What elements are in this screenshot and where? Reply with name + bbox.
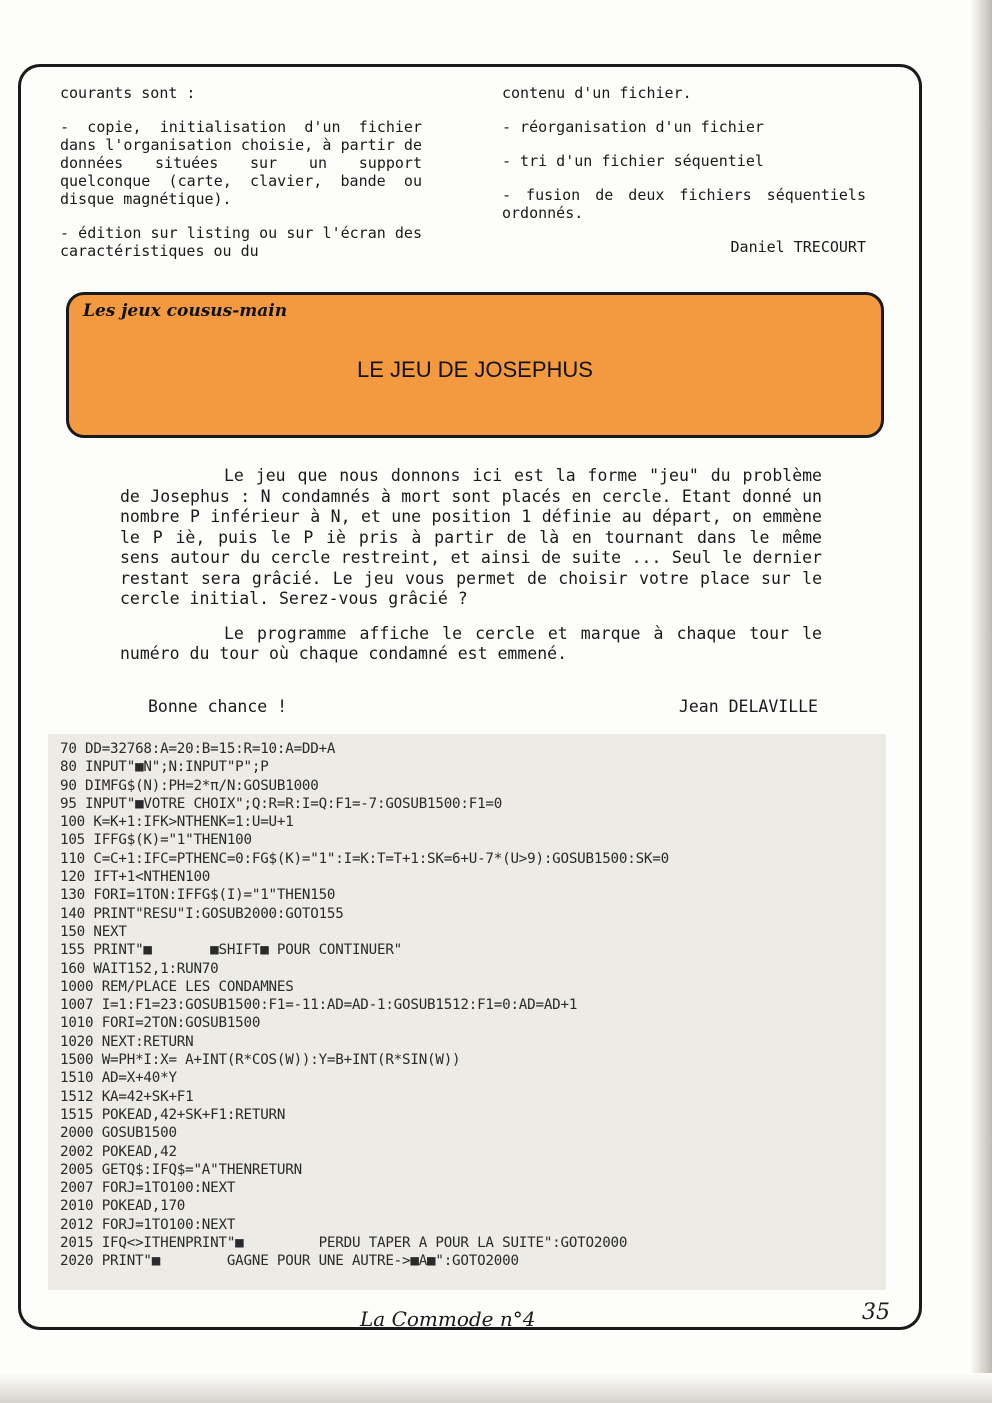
right-column [502, 84, 866, 272]
series-title: Les jeux cousus-main [83, 301, 288, 321]
signature-row [148, 697, 818, 716]
code-line: 105 IFFG$(K)="1"THEN100 [60, 832, 252, 849]
code-line: 160 WAIT152,1:RUN70 [60, 960, 219, 977]
code-line: 70 DD=32768:A=20:B=15:R=10:A=DD+A [60, 741, 336, 757]
right-paragraph-4: - fusion de deux fichiers séquentiels ordonnés. [502, 186, 866, 222]
code-line: 150 NEXT [60, 923, 127, 940]
page-number: 35 [862, 1300, 890, 1325]
left-paragraph-1: courants sont : [60, 84, 196, 102]
code-line: 110 C=C+1:IFC=PTHENC=0:FG$(K)="1":I=K:T=T+1:SK=6+U-7*(U>9):GOSUB1500:SK=0 [60, 850, 669, 867]
code-line: 2012 FORJ=1TO100:NEXT [60, 1216, 236, 1233]
code-line: 95 INPUT"■VOTRE CHOIX";Q:R=R:I=Q:F1=-7:GOSUB1500:F1=0 [60, 795, 503, 812]
code-line: 130 FORI=1TON:IFFG$(I)="1"THEN150 [60, 887, 336, 904]
code-line: 140 PRINT"RESU"I:GOSUB2000:GOTO155 [60, 905, 344, 922]
code-line: 90 DIMFG$(N):PH=2*π/N:GOSUB1000 [60, 777, 319, 794]
right-paragraph-1: contenu d'un fichier. [502, 84, 692, 102]
left-paragraph-3: - édition sur listing ou sur l'écran des caractéristiques ou du [60, 224, 422, 260]
right-paragraph-3: - tri d'un fichier séquentiel [502, 152, 764, 170]
code-line: 1020 NEXT:RETURN [60, 1033, 194, 1050]
code-line: 155 PRINT"■ ■SHIFT■ POUR CONTINUER" [60, 942, 403, 959]
article-banner [66, 292, 884, 438]
code-line: 1010 FORI=2TON:GOSUB1500 [60, 1015, 261, 1032]
code-line: 2002 POKEAD,42 [60, 1143, 177, 1160]
code-line: 2000 GOSUB1500 [60, 1125, 177, 1142]
article-title: LE JEU DE JOSEPHUS [357, 357, 593, 382]
code-line: 2020 PRINT"■ GAGNE POUR UNE AUTRE->■A■":GOTO2000 [60, 1253, 519, 1270]
intro-paragraph-2: Le programme affiche le cercle et marque à chaque tour le numéro du tour où chaque condamné est emmené. [120, 623, 822, 663]
code-line: 80 INPUT"■N";N:INPUT"P";P [60, 759, 269, 776]
code-line: 120 IFT+1<NTHEN100 [60, 869, 211, 886]
magazine-footer: La Commode n°4 [360, 1307, 536, 1331]
intro-paragraph-1: Le jeu que nous donnons ici est la forme "jeu" du problème de Josephus : N condamnés à mort sont placés en cercle. Etant donné un nombre P inférieur à N, et une position 1 définie au départ, on emmène le P iè, puis le P iè pris à partir de là en tournant dans le même sens autour du cercle restreint, et ainsi de suite ... Seul le dernier restant sera grâcié. Le jeu vous permet de choisir votre place sur le cercle initial. Serez-vous grâcié ? [120, 466, 822, 608]
intro-author: Jean DELAVILLE [678, 697, 818, 716]
code-line: 2010 POKEAD,170 [60, 1198, 186, 1215]
left-paragraph-2: - copie, initialisation d'un fichier dans l'organisation choisie, à partir de données situées sur un support quelconque (carte, clavier, bande ou disque magnétique). [60, 118, 422, 208]
code-line: 1510 AD=X+40*Y [60, 1070, 177, 1087]
code-line: 1000 REM/PLACE LES CONDAMNES [60, 978, 294, 995]
greeting: Bonne chance ! [148, 697, 288, 716]
code-line: 1512 KA=42+SK+F1 [60, 1088, 194, 1105]
page-bottom-shadow [0, 1373, 992, 1403]
right-author: Daniel TRECOURT [730, 238, 866, 256]
code-line: 2005 GETQ$:IFQ$="A"THENRETURN [60, 1161, 302, 1178]
code-line: 2015 IFQ<>ITHENPRINT"■ PERDU TAPER A POUR LA SUITE":GOTO2000 [60, 1235, 628, 1252]
code-line: 1515 POKEAD,42+SK+F1:RETURN [60, 1106, 286, 1123]
page-edge-shadow [970, 0, 992, 1403]
code-line: 100 K=K+1:IFK>NTHENK=1:U=U+1 [60, 814, 294, 831]
program-listing [48, 734, 886, 1290]
code-line: 1007 I=1:F1=23:GOSUB1500:F1=-11:AD=AD-1:GOSUB1512:F1=0:AD=AD+1 [60, 997, 578, 1014]
left-column [60, 84, 422, 276]
code-line: 2007 FORJ=1TO100:NEXT [60, 1180, 236, 1197]
code-line: 1500 W=PH*I:X= A+INT(R*COS(W)):Y=B+INT(R*SIN(W)) [60, 1052, 461, 1069]
article-intro [120, 466, 822, 679]
right-paragraph-2: - réorganisation d'un fichier [502, 118, 764, 136]
